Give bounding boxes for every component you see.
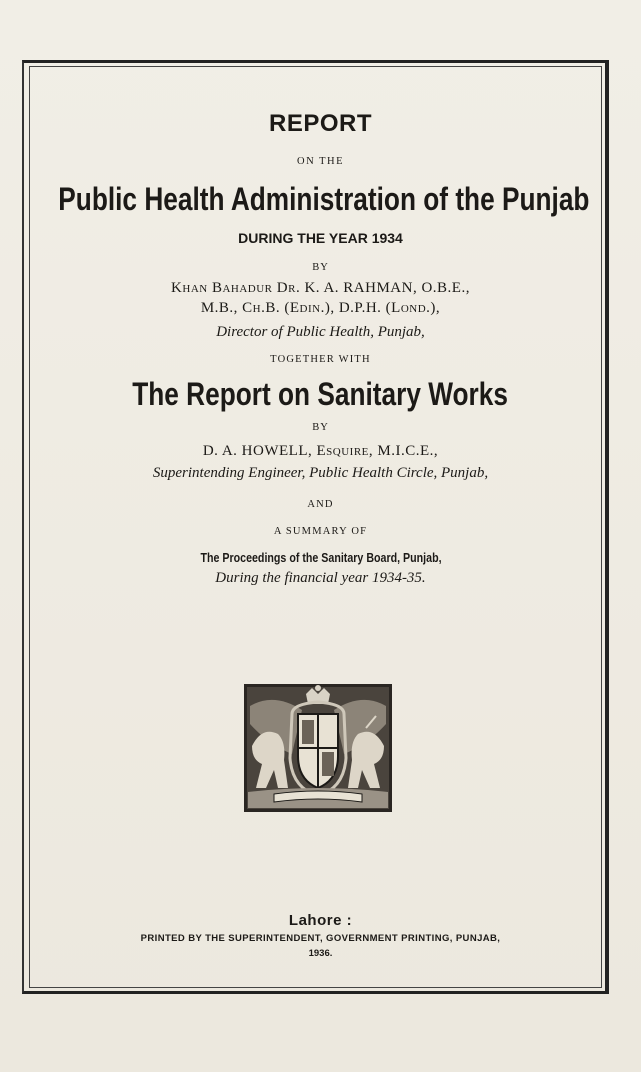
and-text: AND [307,499,334,510]
by-text-2: BY [312,422,329,433]
summary-of-text: A SUMMARY OF [273,526,368,537]
imprint-printer: PRINTED BY THE SUPERINTENDENT, GOVERNMENT PRINTING, PUNJAB, [140,933,501,944]
imprint-year: 1936. [308,948,333,959]
report-heading: REPORT [268,110,372,137]
author-line-1: Khan Bahadur Dr. K. A. RAHMAN, O.B.E., [171,280,470,296]
on-the-text: ON THE [296,156,344,167]
main-title-text: Public Health Administration of the Punjab [58,181,590,217]
sanitary-works-title-text: The Report on Sanitary Works [132,376,509,412]
during-year-text: DURING THE YEAR 1934 [238,230,403,246]
engineer-title: Superintending Engineer, Public Health Circle, Punjab, [152,465,489,481]
sanitary-works-title [0,376,641,413]
main-title [0,181,641,218]
by-text: BY [312,262,329,273]
author-title: Director of Public Health, Punjab, [216,324,425,340]
financial-year-text: During the financial year 1934-35. [215,570,426,586]
coat-of-arms-icon [244,684,392,812]
proceedings-title-text: The Proceedings of the Sanitary Board, Punjab, [199,550,442,565]
together-with-text: TOGETHER WITH [270,354,371,365]
imprint-place: Lahore : [288,912,353,929]
author-line-2: M.B., Ch.B. (Edin.), D.P.H. (Lond.), [200,300,441,316]
proceedings-title [0,550,641,565]
engineer-name: D. A. HOWELL, Esquire, M.I.C.E., [202,443,439,459]
